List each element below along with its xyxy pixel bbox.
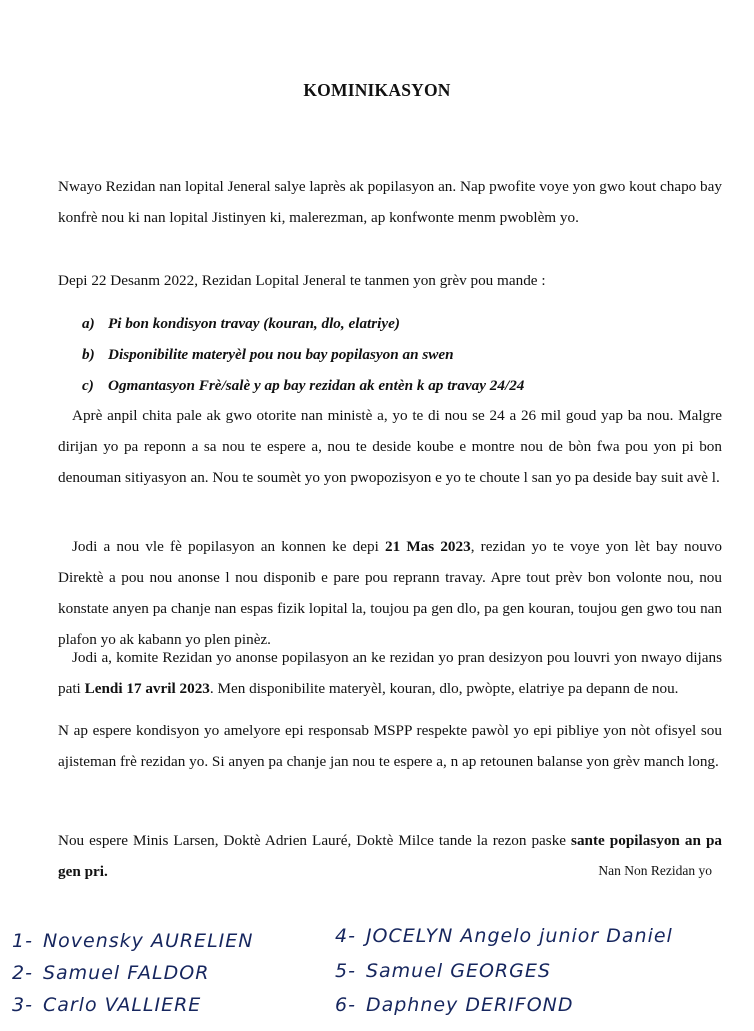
signature [335,994,574,1016]
signature-name: Samuel GEORGES [365,960,551,982]
letter-paragraph [58,531,722,655]
signature-number: 6- [335,994,356,1016]
demand-text: Ogmantasyon Frè/salè y ap bay rezidan ak entèn k ap travay 24/24 [108,377,525,394]
signature-number: 3- [12,994,33,1016]
text-span: Jodi a, komite Rezidan yo anonse popilasyon an ke rezidan yo pran desizyon pou louvri yon nwayo dijans pati [58,649,722,697]
signature [12,994,201,1016]
signature [12,930,253,952]
demand-text: Pi bon kondisyon travay (kouran, dlo, elatriye) [108,315,400,332]
demand-item [82,308,524,339]
signature-number: 4- [335,925,356,947]
demand-marker: b) [82,346,95,363]
signature-name: JOCELYN Angelo junior Daniel [365,925,673,947]
signature [12,962,209,984]
bold-statement: sante popilasyon an pa gen pri. [58,832,722,880]
signature-name: Daphney DERIFOND [365,994,574,1016]
closing-line: Nan Non Rezidan yo [598,863,712,878]
text-span: Jodi a nou vle fè popilasyon an konnen ke depi [72,538,385,555]
demands-list [82,308,524,401]
announcement-paragraph [58,642,722,704]
signature-name: Carlo VALLIERE [42,994,202,1016]
signature [335,925,673,947]
signature [335,960,551,982]
expectation-paragraph: N ap espere kondisyon yo amelyore epi responsab MSPP respekte pawòl yo epi pibliye yon nòt ofisyel sou ajisteman frè rezidan yo. Si anyen pa chanje jan nou te espere a, n ap retounen balanse yon grèv manch long. [58,722,722,770]
document-title: KOMINIKASYON [303,80,451,100]
signature-name: Novensky AURELIEN [42,930,254,952]
demand-marker: c) [82,377,94,394]
text-span: , rezidan yo te voye yon lèt bay nouvo Direktè a pou nou anonse l nou disponib e pare pou reprann travay. Apre tout prèv bon volonte nou, nou konstate anyen pa chanje nan espas fizik lopital la, toujou pa gen dlo, pa gen kouran, toujou gen gwo tou nan plafon yo ak kabann yo plen pinèz. [58,538,723,648]
demand-text: Disponibilite materyèl pou nou bay popilasyon an swen [108,346,454,363]
signature-number: 1- [12,930,33,952]
text-span: . Men disponibilite materyèl, kouran, dlo, pwòpte, elatriye pa depann de nou. [209,680,679,697]
strike-intro-paragraph: Depi 22 Desanm 2022, Rezidan Lopital Jeneral te tanmen yon grèv pou mande : [58,272,546,289]
text-span: Nou espere Minis Larsen, Doktè Adrien Lauré, Doktè Milce tande la rezon paske [58,832,572,849]
demand-item [82,370,524,401]
date-highlight: Lendi 17 avril 2023 [84,680,210,697]
signature-number: 5- [335,960,356,982]
signature-name: Samuel FALDOR [42,962,210,984]
negotiation-paragraph: Aprè anpil chita pale ak gwo otorite nan ministè a, yo te di nou se 24 a 26 mil goud yap ba nou. Malgre dirijan yo pa reponn a sa nou te espere a, nou te deside koube e montre nou de bòn fwa pou yon pi bon denouman sitiyasyon an. Nou te soumèt yo yon pwopozisyon e yo te choute l san yo pa deside bay suit avè l. [58,407,722,486]
signature-number: 2- [12,962,33,984]
intro-paragraph: Nwayo Rezidan nan lopital Jeneral salye laprès ak popilasyon an. Nap pwofite voye yon gwo kout chapo bay konfrè nou ki nan lopital Jistinyen ki, malerezman, ap konfwonte menm pwoblèm yo. [58,178,722,226]
demand-item [82,339,524,370]
date-highlight: 21 Mas 2023 [384,538,471,555]
demand-marker: a) [82,315,95,332]
